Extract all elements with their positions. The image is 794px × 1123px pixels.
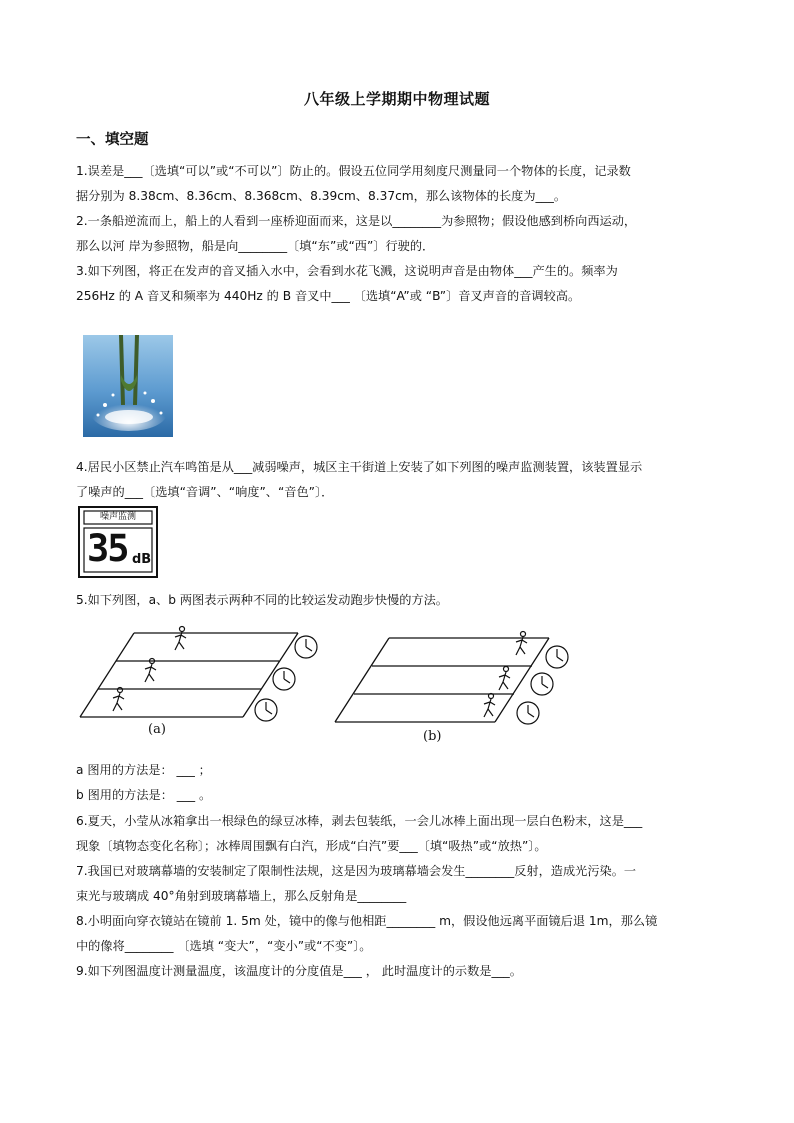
section-heading: 一、填空题: [76, 132, 149, 148]
track-a: [80, 633, 298, 717]
q4-line-2: 了噪声的___〔选填“音调”、“响度”、“音色”〕．: [76, 485, 334, 499]
q8-line-2: 中的像将________ 〔选填 “变大”，“变小”或“不变”〕。: [76, 939, 372, 953]
stopwatches-b: [517, 646, 568, 724]
page-title: 八年级上学期期中物理试题: [303, 90, 490, 108]
noise-monitor-unit: dB: [132, 552, 152, 567]
q1-line-1: 1.误差是___〔选填“可以”或“不可以”〕防止的。假设五位同学用刻度尺测量同一个物体的长度，记录数: [76, 164, 631, 178]
q8-line-1: 8.小明面向穿衣镜站在镜前 1. 5m 处，镜中的像与他相距________ m，假设他远离平面镜后退 1m，那么镜: [76, 914, 658, 928]
q1-line-2: 据分别为 8.38cm、8.36cm、8.368cm、8.39cm、8.37cm，那么该物体的长度为___。: [76, 189, 567, 203]
noise-monitor-value: 35: [87, 527, 128, 570]
q5-b-answer: b 图用的方法是： ___ 。: [76, 788, 212, 802]
q7-line-1: 7.我国已对玻璃幕墙的安装制定了限制性法规，这是因为玻璃幕墙会发生________反射，造成光污染。一: [76, 864, 637, 878]
q2-line-2: 那么以河 岸为参照物，船是向________〔填“东”或“西”〕行驶的．: [76, 239, 435, 253]
track-b: [335, 638, 549, 722]
figure-a-label: (a): [148, 722, 166, 737]
q9-line-1: 9.如下列图温度计测量温度，该温度计的分度值是___ ， 此时温度计的示数是___。: [76, 964, 522, 978]
stopwatches-a: [255, 636, 317, 721]
q4-line-1: 4.居民小区禁止汽车鸣笛是从___减弱噪声，城区主干街道上安装了如下列图的噪声监测装置，该装置显示: [76, 460, 643, 474]
q5-a-answer: a 图用的方法是： ___ ；: [76, 763, 211, 777]
q5-line-1: 5.如下列图，a、b 两图表示两种不同的比较运发动跑步快慢的方法。: [76, 593, 448, 607]
q3-line-2: 256Hz 的 A 音叉和频率为 440Hz 的 B 音叉中___ 〔选填“A”或 “B”〕音叉声音的音调较高。: [76, 289, 581, 303]
q2-line-1: 2.一条船逆流而上，船上的人看到一座桥迎面而来，这是以________为参照物；假设他感到桥向西运动，: [76, 214, 637, 228]
tuning-fork-water-photo: [83, 335, 173, 437]
runners-a: [113, 627, 186, 712]
noise-monitor-device: [78, 506, 158, 578]
q3-line-1: 3.如下列图，将正在发声的音叉插入水中，会看到水花飞溅，这说明声音是由物体___产生的。频率为: [76, 264, 618, 278]
q6-line-1: 6.夏天，小莹从冰箱拿出一根绿色的绿豆冰棒，剥去包装纸，一会儿冰棒上面出现一层白色粉末，这是___: [76, 814, 643, 828]
noise-monitor-header: 噪声监测: [99, 512, 136, 522]
q7-line-2: 束光与玻璃成 40°角射到玻璃幕墙上，那么反射角是________: [76, 889, 407, 903]
q6-line-2: 现象〔填物态变化名称〕；冰棒周围飘有白汽，形成“白汽”要___〔填“吸热”或“放热”〕。: [76, 839, 547, 853]
figure-b-label: (b): [423, 729, 442, 744]
